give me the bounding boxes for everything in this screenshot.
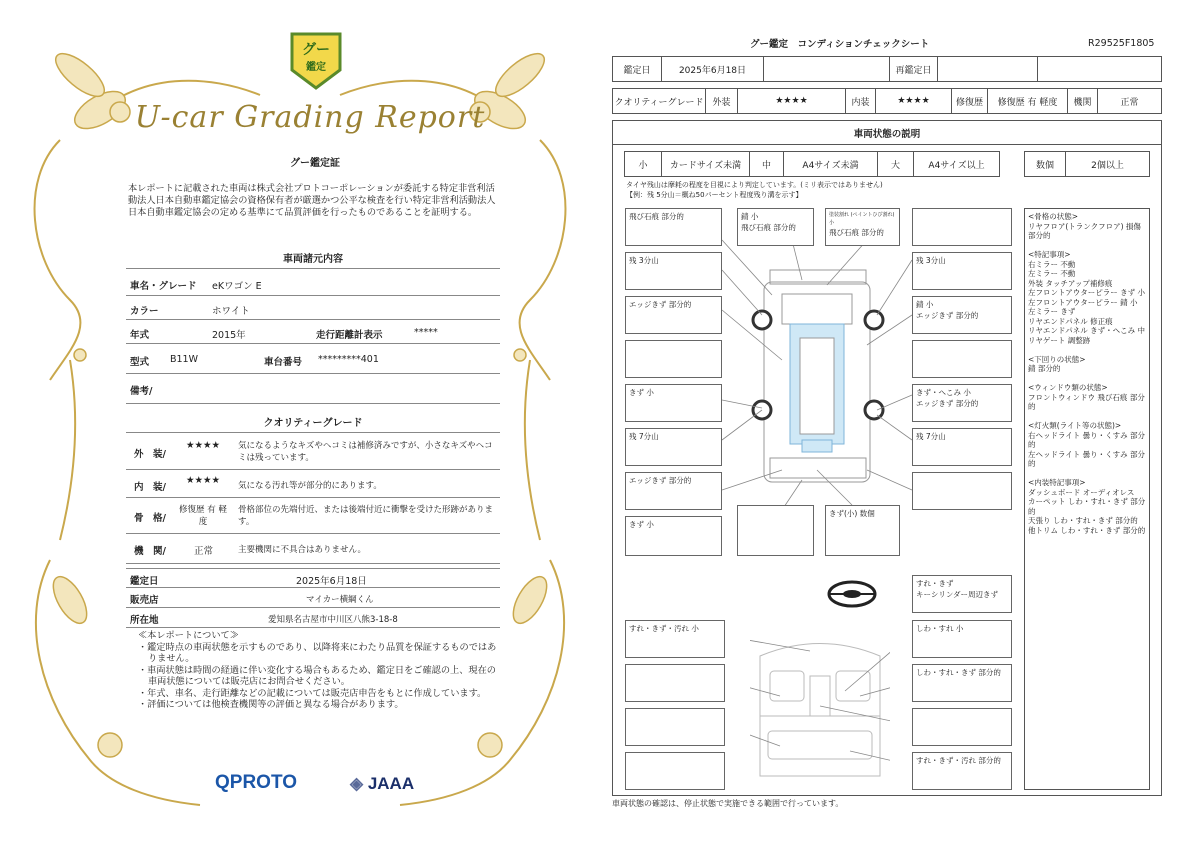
about-report <box>138 630 498 711</box>
value: eKワゴン E <box>212 281 262 292</box>
grade-row <box>612 88 1162 114</box>
damage-text: 飛び石痕 部分的 <box>829 228 884 237</box>
remark-line: 他トリム しわ・すれ・きず 部分的 <box>1028 525 1146 535</box>
remark-line: <内装特記事項> <box>1028 478 1086 487</box>
certificate-body: 本レポートに記載された車両は株式会社プロトコーポレーションが委託する特定非営利活動法人日本自動車鑑定協会の資格保有者が厳選かつ公平な検査を行い特定非営利活動法人日本自動車鑑定協会の定める基準にて品質評価を行ったものであることを証明する。 <box>128 183 496 218</box>
damage-box <box>912 620 1012 658</box>
damage-box <box>912 428 1012 466</box>
description: 気になる汚れ等が部分的にあります。 <box>238 481 382 491</box>
grade-label: クオリティーグレード <box>614 97 704 108</box>
damage-text: すれ・きず <box>916 579 954 588</box>
damage-box <box>825 505 900 556</box>
damage-text: 錆 小 <box>916 300 934 309</box>
remark-line: 外装 タッチアップ補修痕 <box>1028 278 1113 288</box>
engine-value: 正常 <box>1097 89 1161 113</box>
damage-box <box>912 340 1012 378</box>
damage-box <box>625 208 722 246</box>
footer-row-shop <box>126 588 500 608</box>
car-interior-diagram <box>750 636 890 786</box>
grade: ★★★★ <box>186 475 221 486</box>
divider <box>126 432 500 433</box>
label: 鑑定日 <box>130 576 159 587</box>
count-label: 数個 <box>1035 160 1054 171</box>
sheet-id: R29525F1805 <box>1088 38 1155 49</box>
remark-line: 天張り しわ・すれ・きず 部分的 <box>1028 516 1138 525</box>
proto-logo-text: PROTO <box>229 772 297 793</box>
damage-text: 飛び石痕 部分的 <box>741 223 796 232</box>
remark-line: <ウィンドウ類の状態> <box>1028 383 1108 392</box>
damage-box <box>625 752 725 790</box>
label: カラー <box>130 306 159 317</box>
quality-section-title: クオリティーグレード <box>263 418 363 429</box>
grade: 正常 <box>194 546 214 557</box>
spec-row-year <box>126 320 500 344</box>
damage-box <box>625 428 722 466</box>
remark-line <box>1028 412 1146 422</box>
damage-box <box>912 752 1012 790</box>
certificate-title: グー鑑定証 <box>290 158 340 169</box>
damage-text: きず 小 <box>629 520 654 529</box>
engine-label: 機関 <box>1067 89 1097 113</box>
damage-text: きず・へこみ 小 <box>916 388 971 397</box>
steering-wheel-icon <box>826 578 878 610</box>
condition-title: 車両状態の説明 <box>853 129 921 140</box>
damage-box <box>625 620 725 658</box>
damage-box <box>625 384 722 422</box>
bottom-note: 車両状態の確認は、停止状態で実施できる範囲で行っています。 <box>612 799 844 808</box>
value: ホワイト <box>212 306 250 317</box>
remark-line <box>1028 241 1146 251</box>
about-item: ・鑑定時点の車両状態を示すものであり、以降将来にわたり品質を保証するものではありません。 <box>138 641 497 664</box>
damage-box <box>912 384 1012 422</box>
size-small-desc: カードサイズ未満 <box>661 152 749 176</box>
damage-box <box>912 472 1012 510</box>
tire-note-2: 【例：残 5分山＝概ね50パーセント程度残り溝を示す】 <box>626 191 803 199</box>
about-item: ・年式、車名、走行距離などの記載については販売店申告をもとに作成しています。 <box>138 687 487 699</box>
damage-text: 錆 小 <box>741 212 759 221</box>
label: 車名・グレード <box>130 281 197 292</box>
value: ***** <box>414 327 438 338</box>
label: 所在地 <box>130 615 159 626</box>
remark-line: 左フロントアウターピラー 錆 小 <box>1028 297 1138 307</box>
size-large: 大 <box>877 152 913 176</box>
remark-line: 左ミラー 不動 <box>1028 269 1076 278</box>
value: マイカー横綱くん <box>306 595 374 605</box>
label: 内 装/ <box>134 482 166 493</box>
damage-text: きず 小 <box>629 388 654 397</box>
remark-line: カーペット しわ・すれ・きず 部分的 <box>1028 497 1146 516</box>
damage-box <box>625 472 722 510</box>
remark-line: <骨格の状態> <box>1028 212 1079 221</box>
label: 車台番号 <box>264 357 303 368</box>
value: 2015年 <box>212 330 246 341</box>
remark-line: 左ミラー きず <box>1028 307 1076 316</box>
remark-line <box>1028 345 1146 355</box>
proto-logo <box>215 772 297 794</box>
damage-box <box>625 664 725 702</box>
jaaa-logo <box>350 774 414 794</box>
remark-line: 左フロントアウターピラー きず 小 <box>1028 288 1145 297</box>
description: 骨格部位の先端付近、または後端付近に衝撃を受けた形跡があります。 <box>238 505 494 527</box>
damage-box <box>912 575 1012 613</box>
damage-box <box>625 296 722 334</box>
interior-value: ★★★★ <box>875 89 951 113</box>
remark-line <box>1028 374 1146 384</box>
jaaa-mark-icon: ◈ <box>350 774 364 793</box>
grade: 修復歴 有 軽度 <box>179 505 227 527</box>
remark-line: リヤゲート 調整跡 <box>1028 335 1091 345</box>
remark-line: フロントウィンドウ 飛び石痕 部分的 <box>1028 392 1145 411</box>
quality-row-engine <box>126 534 500 564</box>
size-small: 小 <box>638 160 648 171</box>
footer-row-date <box>126 568 500 588</box>
spec-row-color <box>126 296 500 320</box>
remark-line: 左ヘッドライト 曇り・くすみ 部分的 <box>1028 449 1146 468</box>
description: 気になるようなキズやヘコミは補修済みですが、小さなキズやヘコミは残っています。 <box>238 441 493 463</box>
value: *********401 <box>318 354 379 365</box>
damage-box <box>737 208 814 246</box>
remarks-list <box>1028 212 1146 535</box>
damage-text: エッジきず 部分的 <box>916 399 979 408</box>
sheet-title: グー鑑定 コンディションチェックシート <box>750 39 930 50</box>
damage-box <box>625 340 722 378</box>
damage-text: 残 3分山 <box>916 256 946 265</box>
remark-line: <下回りの状態> <box>1028 354 1086 364</box>
about-title: ≪本レポートについて≫ <box>138 630 239 641</box>
damage-text: キーシリンダー周辺きず <box>916 590 999 599</box>
divider <box>126 268 500 269</box>
remark-line: 錆 部分的 <box>1028 364 1061 373</box>
damage-box <box>625 708 725 746</box>
empty-cell <box>937 57 1037 81</box>
quality-row-exterior <box>126 434 500 470</box>
damage-box <box>912 664 1012 702</box>
reinspection-label: 再鑑定日 <box>889 57 937 81</box>
svg-text:グー: グー <box>302 41 330 57</box>
damage-text: エッジきず 部分的 <box>629 300 692 309</box>
label: 型式 <box>130 357 150 368</box>
damage-text: すれ・きず・汚れ 小 <box>629 624 699 633</box>
damage-box <box>825 208 900 246</box>
spec-row-note <box>126 374 500 404</box>
remark-line: 右ミラー 不動 <box>1028 259 1076 269</box>
label: 機 関/ <box>134 546 166 557</box>
remark-line: ダッシュボード オーディオレス <box>1028 487 1135 497</box>
damage-box <box>912 296 1012 334</box>
damage-text: 残 7分山 <box>916 432 946 441</box>
grade: ★★★★ <box>186 440 221 451</box>
label: 年式 <box>130 330 150 341</box>
label: 骨 格/ <box>134 513 166 524</box>
size-medium: 中 <box>749 152 783 176</box>
size-legend <box>624 151 1000 177</box>
label: 備考/ <box>130 386 153 397</box>
description: 主要機関に不具合はありません。 <box>238 545 367 555</box>
damage-text: エッジきず 部分的 <box>629 476 692 485</box>
damage-text: 飛び石痕 部分的 <box>629 212 684 221</box>
repair-value: 修復歴 有 軽度 <box>987 89 1067 113</box>
goo-kantei-badge <box>288 30 344 92</box>
exterior-value: ★★★★ <box>737 89 845 113</box>
remark-line: リヤエンドパネル きず・へこみ 中 <box>1028 326 1145 335</box>
condition-check-sheet <box>600 0 1200 848</box>
remark-line: リヤフロア(トランクフロア) 損傷 <box>1028 221 1141 231</box>
value: 2025年6月18日 <box>296 576 367 587</box>
damage-text: しわ・すれ 小 <box>916 624 964 633</box>
remark-line: 右ヘッドライト 曇り・くすみ 部分的 <box>1028 430 1146 449</box>
remark-line <box>1028 469 1146 479</box>
report-script-title: U-car Grading Report <box>134 100 486 135</box>
quality-row-frame <box>126 498 500 534</box>
date-label: 鑑定日 <box>623 65 651 76</box>
spec-section-title: 車両諸元内容 <box>283 254 343 265</box>
spec-row-model <box>126 344 500 374</box>
exterior-label: 外装 <box>705 89 737 113</box>
quality-row-interior <box>126 470 500 498</box>
damage-box <box>912 708 1012 746</box>
damage-text: 塗装割れ (ペイントひび割れ) 小 <box>829 212 895 226</box>
count-desc: 2個以上 <box>1065 152 1149 176</box>
proto-q-icon: Q <box>215 772 230 793</box>
tire-note-1: タイヤ残山は摩耗の程度を目視により判定しています。(ミリ表示ではありません) <box>626 181 883 189</box>
about-item: ・評価については他検査機関等の評価と異なる場合があります。 <box>138 699 404 710</box>
size-medium-desc: A4サイズ未満 <box>783 152 877 176</box>
label: 外 装/ <box>134 449 166 460</box>
interior-label: 内装 <box>845 89 875 113</box>
jaaa-logo-text: JAAA <box>367 774 415 793</box>
damage-text: エッジきず 部分的 <box>916 311 979 320</box>
damage-box <box>912 208 1012 246</box>
count-legend <box>1024 151 1150 177</box>
empty-cell <box>763 57 889 81</box>
damage-text: しわ・すれ・きず 部分的 <box>916 668 1001 677</box>
remark-line: リヤエンドパネル 修正痕 <box>1028 316 1113 326</box>
damage-text: 残 7分山 <box>629 432 659 441</box>
remarks-box <box>1024 208 1150 790</box>
size-large-desc: A4サイズ以上 <box>913 152 999 176</box>
svg-text:鑑定: 鑑定 <box>306 62 326 73</box>
footer-row-address <box>126 608 500 628</box>
date-row <box>612 56 1162 82</box>
divider <box>612 144 1162 145</box>
label: 走行距離計表示 <box>316 330 383 341</box>
date-value: 2025年6月18日 <box>661 57 763 81</box>
damage-text: すれ・きず・汚れ 部分的 <box>916 756 1001 765</box>
spec-row-name <box>126 270 500 296</box>
damage-box <box>737 505 814 556</box>
value: B11W <box>170 354 198 365</box>
damage-text: きず(小) 数個 <box>829 509 875 518</box>
value: 愛知県名古屋市中川区八熊3-18-8 <box>268 615 398 625</box>
remark-line: 部分的 <box>1028 231 1051 240</box>
about-item: ・車両状態は時間の経過に伴い変化する場合もあるため、鑑定日をご確認の上、現在の車両状態については販売店にお問合せください。 <box>138 664 496 687</box>
remark-line: <灯火類(ライト等の状態)> <box>1028 421 1122 430</box>
empty-cell <box>1037 57 1161 81</box>
damage-box <box>625 516 722 556</box>
damage-box <box>912 252 1012 290</box>
damage-box <box>625 252 722 290</box>
remark-line: <特記事項> <box>1028 250 1071 259</box>
repair-label: 修復歴 <box>951 89 987 113</box>
label: 販売店 <box>130 595 159 606</box>
damage-text: 残 3分山 <box>629 256 659 265</box>
